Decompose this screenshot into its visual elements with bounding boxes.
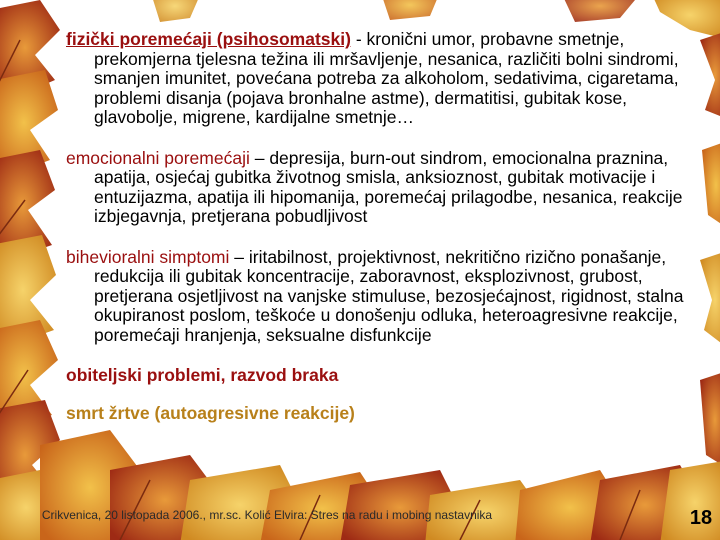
item-term: emocionalni poremećaji xyxy=(66,147,250,168)
item-text: – iritabilnost, projektivnost, nekritično rizično ponašanje, redukcija ili gubitak koncentracije, zaboravnost, eksplozivnost, grubost, pretjerana osjetljivost na vanjske stimuluse, bezosjećajnost, rigidnost, stalna okupiranost poslom, teškoće u donošenju odluka, heteroagresivne reakcije, poremećaji hranjenja, seksualne disfunkcije xyxy=(94,246,684,345)
list-item xyxy=(66,248,694,346)
item-text: – depresija, burn-out sindrom, emocionalna praznina, apatija, osjećaj gubitka životnog smisla, anksioznost, gubitak motivacije i entuzijazma, apatija ili hipomanija, poremećaj prilagodbe, nesanica, reakcije izbjegavnja, pretjerana pobudljivost xyxy=(94,147,683,226)
leaf-cluster-bottom xyxy=(40,430,720,540)
item-term: obiteljski problemi, razvod braka xyxy=(66,365,339,385)
slide-footer: Crikvenica, 20 listopada 2006., mr.sc. Kolić Elvira: Stres na radu i mobing nastavnika xyxy=(41,508,493,522)
slide-content xyxy=(66,30,694,423)
list-item xyxy=(66,30,694,128)
list-item xyxy=(66,404,694,424)
item-text: - kronični umor, probavne smetnje, prekomjerna tjelesna težina ili mršavljenje, nesanica, različiti bolni sindromi, smanjen imunitet, povećana potreba za alkoholom, sedativima, cigaretama, problemi disanja (pojava bronhalne astme), dermatitisi, gubitak kose, glavobolje, migrene, kardijalne smetnje… xyxy=(94,29,679,127)
item-term: fizički poremećaji (psihosomatski) xyxy=(66,29,351,49)
list-item xyxy=(66,149,694,227)
item-term: bihevioralni simptomi xyxy=(66,246,230,267)
item-term: smrt žrtve (autoagresivne reakcije) xyxy=(66,402,355,423)
leaf-cluster-right xyxy=(700,30,720,470)
page-number: 18 xyxy=(689,507,713,529)
list-item xyxy=(66,366,694,386)
